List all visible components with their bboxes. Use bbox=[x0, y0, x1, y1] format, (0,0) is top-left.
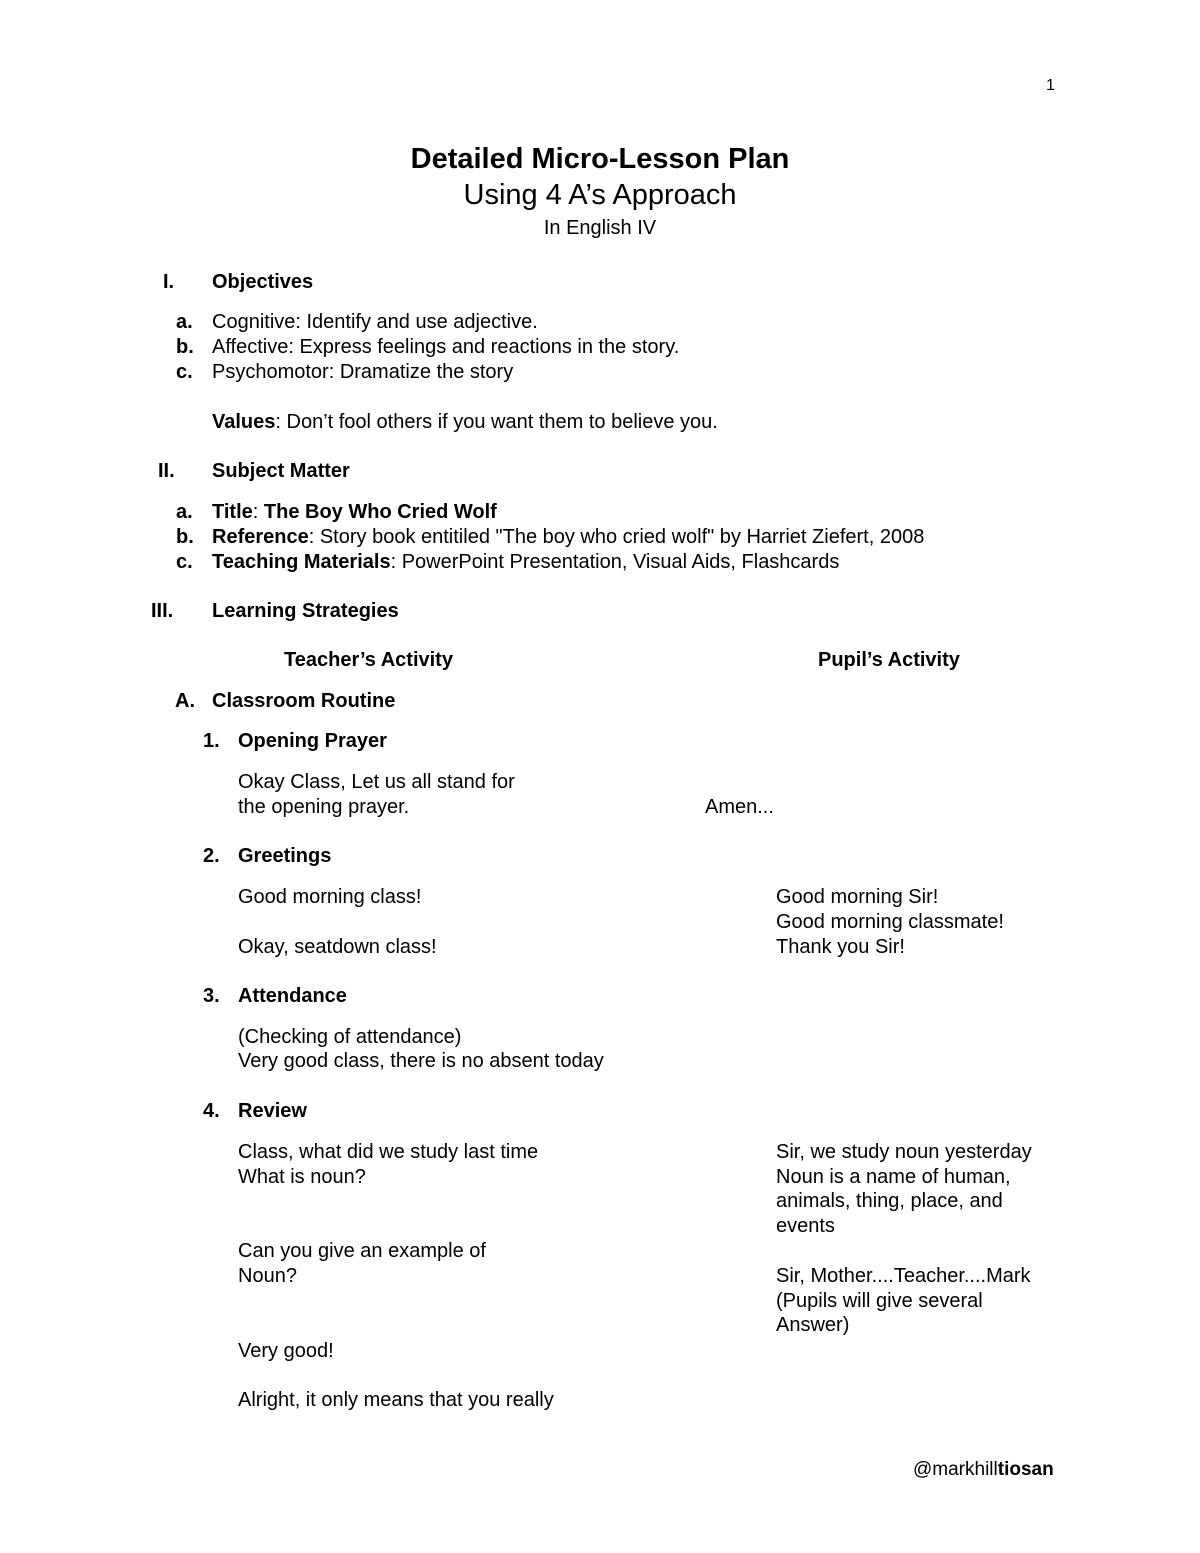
author-watermark bbox=[913, 1459, 1054, 1482]
pupil-line: Sir, we study noun yesterday bbox=[776, 1141, 1032, 1163]
subject-reference-label: Reference bbox=[212, 526, 309, 548]
teacher-line: Very good! bbox=[238, 1340, 334, 1362]
subject-separator: : bbox=[308, 526, 320, 548]
objective-letter: c. bbox=[176, 361, 193, 383]
step-number: 2. bbox=[203, 845, 220, 867]
objective-letter: a. bbox=[176, 311, 193, 333]
subject-separator: : bbox=[390, 551, 402, 573]
objective-cognitive: Cognitive: Identify and use adjective. bbox=[212, 311, 538, 333]
teacher-activity-heading: Teacher’s Activity bbox=[284, 649, 453, 671]
section-heading-objectives: Objectives bbox=[212, 271, 314, 293]
pupil-line: animals, thing, place, and bbox=[776, 1190, 1003, 1212]
teacher-line: Good morning class! bbox=[238, 886, 422, 908]
document-title: Detailed Micro-Lesson Plan bbox=[410, 143, 790, 175]
pupil-line: Noun is a name of human, bbox=[776, 1166, 1011, 1188]
teacher-line: the opening prayer. bbox=[238, 796, 410, 818]
teacher-line: Alright, it only means that you really bbox=[238, 1389, 554, 1411]
section-number-objectives: I. bbox=[163, 271, 175, 293]
subject-materials-label: Teaching Materials bbox=[212, 551, 391, 573]
teacher-line: Can you give an example of bbox=[238, 1240, 486, 1262]
subject-materials-value: PowerPoint Presentation, Visual Aids, Flashcards bbox=[401, 551, 840, 573]
routine-letter: A. bbox=[175, 690, 195, 712]
teacher-line: (Checking of attendance) bbox=[238, 1026, 462, 1048]
teacher-line: What is noun? bbox=[238, 1166, 366, 1188]
document-subtitle: Using 4 A’s Approach bbox=[463, 179, 737, 211]
pupil-line: events bbox=[776, 1215, 835, 1237]
pupil-line: Sir, Mother....Teacher....Mark bbox=[776, 1265, 1031, 1287]
step-heading-opening-prayer: Opening Prayer bbox=[238, 730, 387, 752]
section-heading-subject: Subject Matter bbox=[212, 460, 350, 482]
subject-letter: b. bbox=[176, 526, 194, 548]
pupil-line: Thank you Sir! bbox=[776, 936, 905, 958]
section-number-subject: II. bbox=[158, 460, 175, 482]
pupil-line: Amen... bbox=[705, 796, 774, 818]
step-heading-greetings: Greetings bbox=[238, 845, 332, 867]
pupil-line: (Pupils will give several bbox=[776, 1290, 983, 1312]
teacher-line: Very good class, there is no absent today bbox=[238, 1050, 604, 1072]
subject-title-label: Title bbox=[212, 501, 253, 523]
objective-psychomotor: Psychomotor: Dramatize the story bbox=[212, 361, 514, 383]
pupil-line: Answer) bbox=[776, 1314, 850, 1336]
section-heading-strategies: Learning Strategies bbox=[212, 600, 399, 622]
step-number: 1. bbox=[203, 730, 220, 752]
routine-heading: Classroom Routine bbox=[212, 690, 396, 712]
subject-materials bbox=[212, 550, 839, 574]
subject-title-value: The Boy Who Cried Wolf bbox=[263, 501, 497, 523]
subject-reference-value: Story book entitiled "The boy who cried wolf" by Harriet Ziefert, 2008 bbox=[319, 526, 925, 548]
subject-separator: : bbox=[252, 501, 264, 523]
subject-title bbox=[212, 500, 497, 524]
section-number-strategies: III. bbox=[151, 600, 174, 622]
teacher-line: Class, what did we study last time bbox=[238, 1141, 539, 1163]
step-heading-attendance: Attendance bbox=[238, 985, 347, 1007]
subject-reference bbox=[212, 525, 924, 549]
step-number: 3. bbox=[203, 985, 220, 1007]
watermark-suffix: tiosan bbox=[997, 1459, 1054, 1480]
objective-affective: Affective: Express feelings and reactions in the story. bbox=[212, 336, 680, 358]
teacher-line: Okay, seatdown class! bbox=[238, 936, 437, 958]
pupil-line: Good morning classmate! bbox=[776, 911, 1004, 933]
pupil-line: Good morning Sir! bbox=[776, 886, 939, 908]
subject-letter: c. bbox=[176, 551, 193, 573]
step-number: 4. bbox=[203, 1100, 220, 1122]
values-label: Values bbox=[212, 411, 276, 433]
objective-letter: b. bbox=[176, 336, 194, 358]
pupil-activity-heading: Pupil’s Activity bbox=[818, 649, 960, 671]
values-line bbox=[212, 410, 718, 434]
step-heading-review: Review bbox=[238, 1100, 307, 1122]
page-number: 1 bbox=[1046, 77, 1055, 94]
watermark-prefix: @markhill bbox=[913, 1459, 998, 1480]
teacher-line: Noun? bbox=[238, 1265, 297, 1287]
teacher-line: Okay Class, Let us all stand for bbox=[238, 771, 515, 793]
subject-letter: a. bbox=[176, 501, 193, 523]
course-label: In English IV bbox=[543, 217, 657, 239]
values-text: : Don’t fool others if you want them to believe you. bbox=[275, 411, 718, 433]
